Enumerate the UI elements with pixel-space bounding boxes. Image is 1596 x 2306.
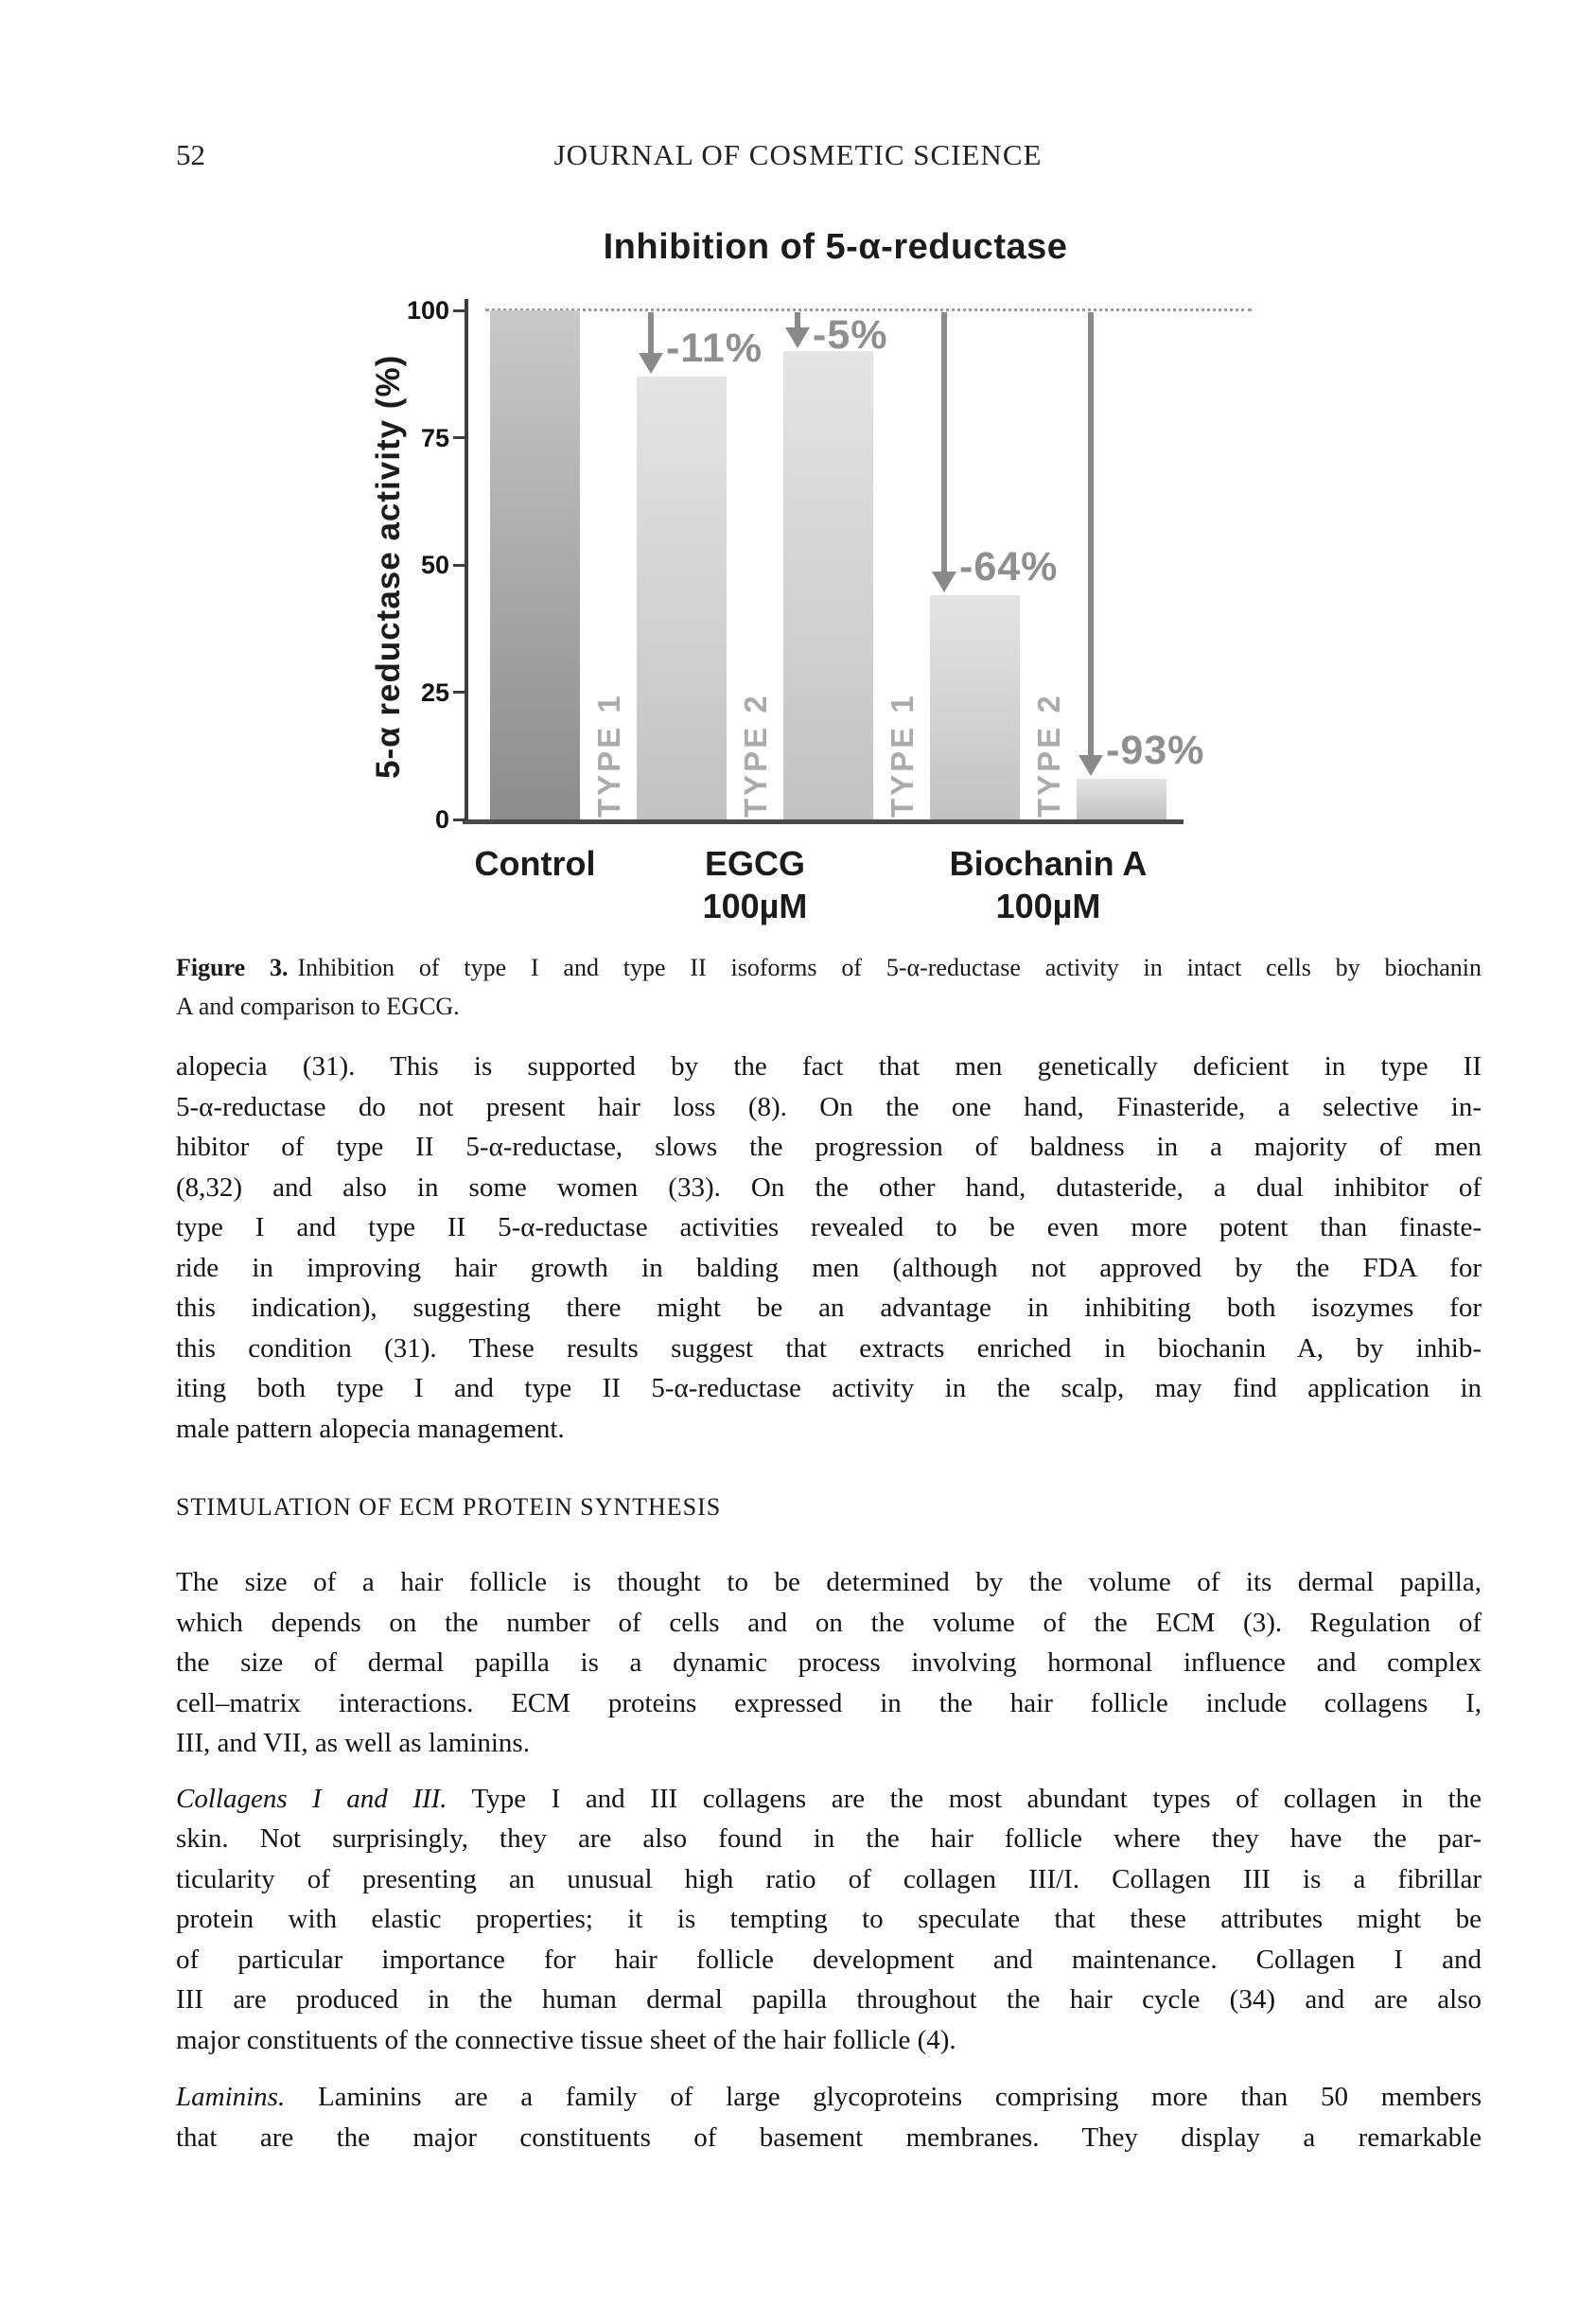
caption-line: Figure 3. Inhibition of type I and type II isoforms of 5-α-reductase activity in intact cells by biochanin [176,954,1482,981]
decrease-label: -5% [813,312,888,358]
text-line: of particular importance for hair follicle development and maintenance. Collagen I and [176,1944,1482,1975]
y-tick [453,819,466,821]
x-group-label [897,842,1200,927]
decrease-arrow-head [1079,755,1103,776]
bar-isoform-label: TYPE 2 [1031,693,1066,818]
paragraph [176,1047,1482,1449]
text-line: hibitor of type II 5-α-reductase, slows the progression of baldness in a majority of men [176,1132,1482,1162]
bar-isoform-label: TYPE 1 [885,693,920,818]
y-axis-line [465,299,468,823]
decrease-arrow [1088,312,1094,755]
section-heading: STIMULATION OF ECM PROTEIN SYNTHESIS [176,1493,722,1521]
text-line: iting both type I and type II 5-α-reductase activity in the scalp, may find application in [176,1373,1482,1403]
text-line: protein with elastic properties; it is tempting to speculate that these attributes might be [176,1904,1482,1934]
text-line: Laminins. Laminins are a family of large glycoproteins comprising more than 50 members [176,2082,1482,2112]
text-line: the size of dermal papilla is a dynamic process involving hormonal influence and complex [176,1647,1482,1678]
text-line: The size of a hair follicle is thought to be determined by the volume of its dermal papilla, [176,1567,1482,1597]
journal-header: JOURNAL OF COSMETIC SCIENCE [553,138,1043,171]
text-line: ride in improving hair growth in balding men (although not approved by the FDA for [176,1252,1482,1283]
page-number: 52 [176,138,205,171]
text-line: (8,32) and also in some women (33). On the other hand, dutasteride, a dual inhibitor of [176,1171,1482,1203]
chart-bar [1077,779,1166,819]
decrease-arrow-head [639,353,663,374]
chart-bar [637,377,727,819]
text-line: skin. Not surprisingly, they are also found in the hair follicle where they have the par- [176,1823,1482,1854]
y-tick [453,309,466,312]
y-tick-label: 25 [420,678,449,707]
text-line: Collagens I and III. Type I and III collagens are the most abundant types of collagen in the [176,1783,1482,1814]
chart-bar [783,351,873,819]
text-line: this indication), suggesting there might be an advantage in inhibiting both isozymes for [176,1293,1482,1323]
paragraph-lead: Collagens I and III. [176,1783,447,1814]
decrease-arrow [795,312,800,327]
x-axis-line [463,819,1184,824]
y-tick-label: 75 [420,423,449,452]
text-line: 5-α-reductase do not present hair loss (8). On the one hand, Finasteride, a selective in- [176,1091,1482,1122]
paragraph [176,2077,1482,2157]
decrease-label: -11% [666,325,763,371]
text-line: ticularity of presenting an unusual high ratio of collagen III/I. Collagen III is a fibrillar [176,1863,1482,1894]
chart-bar [930,595,1020,819]
reference-dotted-line [485,308,1252,311]
decrease-arrow-head [932,572,956,592]
y-tick-label: 100 [406,296,449,325]
paragraph [176,1779,1482,2061]
text-line: that are the major constituents of basement membranes. They display a remarkable [176,2121,1482,2153]
paragraph-lead: Laminins. [176,2082,286,2112]
text-line: male pattern alopecia management. [176,1413,565,1444]
bar-isoform-label: TYPE 2 [738,693,773,818]
figure-caption [176,948,1482,1026]
figure-3-chart [362,214,1289,952]
text-line: cell–matrix interactions. ECM proteins expressed in the hair follicle include collagens I, [176,1687,1482,1718]
plot-area [362,214,1289,952]
caption-lead: Figure 3. [176,954,289,981]
decrease-arrow-head [785,327,810,348]
text-line: this condition (31). These results suggest that extracts enriched in biochanin A, by inhib- [176,1332,1482,1364]
x-group-label [604,842,906,927]
text-line: III are produced in the human dermal papilla throughout the hair cycle (34) and are also [176,1984,1482,2015]
text-line: alopecia (31). This is supported by the fact that men genetically deficient in type II [176,1051,1482,1082]
text-line: type I and type II 5-α-reductase activities revealed to be even more potent than finaste- [176,1212,1482,1242]
bar-isoform-label: TYPE 1 [591,693,626,818]
caption-line: A and comparison to EGCG. [176,993,460,1020]
decrease-arrow [648,312,654,353]
chart-bar [490,310,580,819]
y-tick [453,564,466,567]
x-group-label-line: Control [474,844,596,883]
paragraph [176,1562,1482,1764]
x-group-label-line: 100µM [702,887,808,925]
chart-title: Inhibition of 5-α-reductase [603,227,1068,267]
x-group-label-line: 100µM [995,887,1101,925]
x-group-label-line: EGCG [704,844,805,883]
text-line: III, and VII, as well as laminins. [176,1728,530,1758]
y-axis-label: 5-α reductase activity (%) [370,354,407,780]
y-tick [453,691,466,694]
text-line: which depends on the number of cells and on the volume of the ECM (3). Regulation of [176,1607,1482,1638]
article-body [176,1047,1482,2174]
x-group-label-line: Biochanin A [949,844,1148,883]
y-tick-label: 0 [434,805,449,834]
decrease-arrow [941,312,947,572]
text-line: major constituents of the connective tissue sheet of the hair follicle (4). [176,2024,956,2055]
y-tick-label: 50 [420,551,449,579]
decrease-label: -93% [1106,727,1205,773]
decrease-label: -64% [959,544,1059,590]
y-tick [453,436,466,439]
